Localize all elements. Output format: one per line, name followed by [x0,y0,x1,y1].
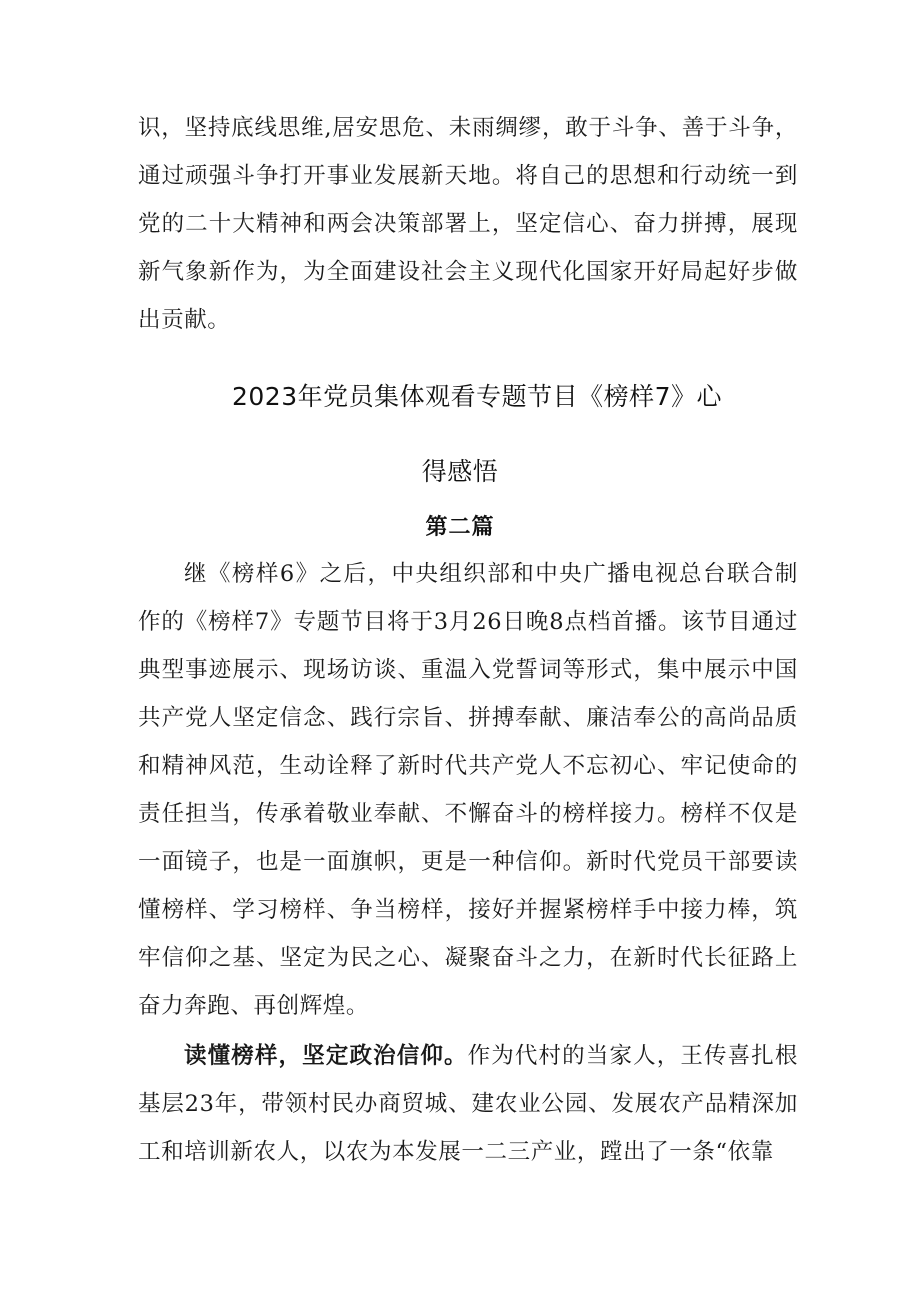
paragraph-body-text: 作为代村的当家人，王传喜扎根基层23年，带领村民办商贸城、建农业公园、发展农产品精深加工和培训新农人，以农为本发展一二三产业，蹚出了一条“依靠 [138,1043,799,1165]
section-subtitle: 第二篇 [425,515,495,540]
document-title-line-1: 2023年党员集体观看专题节目《榜样7》心 [231,382,723,411]
paragraph-lead-heading: 读懂榜样，坚定政治信仰。 [184,1043,468,1069]
paragraph-section [138,1032,798,1176]
paragraph-intro: 继《榜样6》之后，中央组织部和中央广播电视总台联合制作的《榜样7》专题节目将于3月26日晚8点档首播。该节目通过典型事迹展示、现场访谈、重温入党誓词等形式，集中展示中国共产党人坚定信念、践行宗旨、拼搏奉献、廉洁奉公的高尚品质和精神风范，生动诠释了新时代共产党人不忘初心、牢记使命的责任担当，传承着敬业奉献、不懈奋斗的榜样接力。榜样不仅是一面镜子，也是一面旗帜，更是一种信仰。新时代党员干部要读懂榜样、学习榜样、争当榜样，接好并握紧榜样手中接力棒，筑牢信仰之基、坚定为民之心、凝聚奋斗之力，在新时代长征路上奋力奔跑、再创辉煌。 [138,561,798,1019]
document-title-line-2: 得感悟 [421,457,499,486]
paragraph-continued: 识，坚持底线思维,居安思危、未雨绸缪，敢于斗争、善于斗争，通过顽强斗争打开事业发展新天地。将自己的思想和行动统一到党的二十大精神和两会决策部署上，坚定信心、奋力拼搏，展现新气象新作为，为全面建设社会主义现代化国家开好局起好步做出贡献。 [138,115,798,333]
